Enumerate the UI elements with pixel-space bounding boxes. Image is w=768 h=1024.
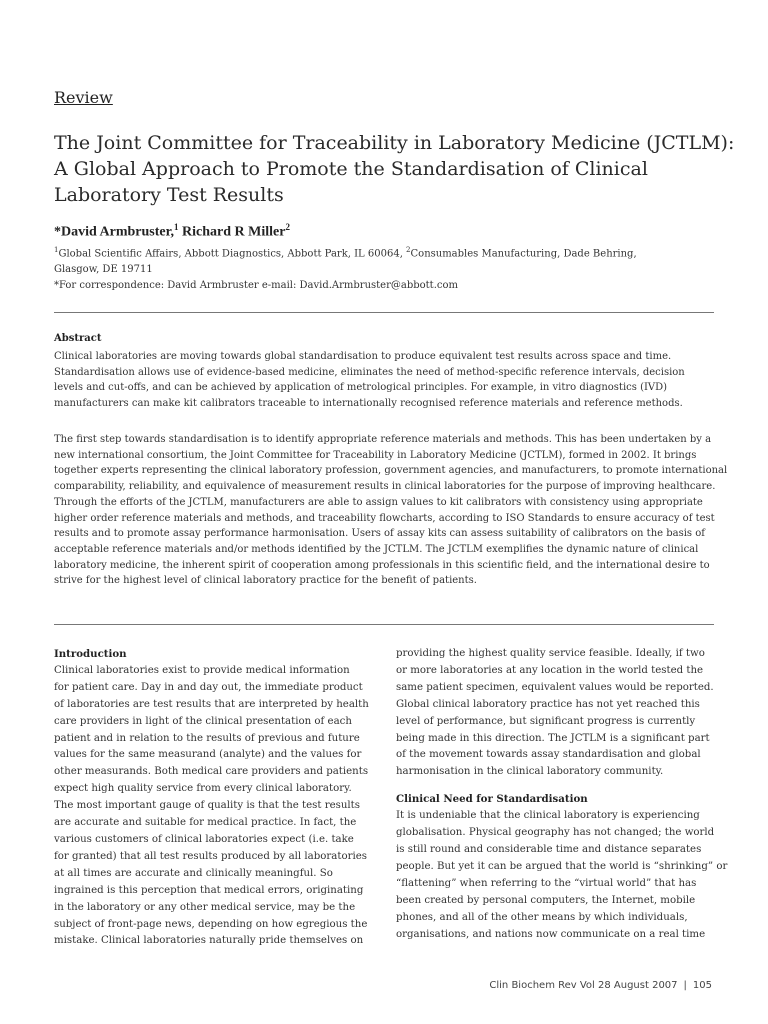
page-number: 105	[692, 980, 712, 991]
text-line: strive for the highest level of clinical laboratory practice for the benefit of patients.	[54, 575, 477, 587]
left-column	[54, 646, 374, 950]
section-heading: Clinical Need for Standardisation	[396, 793, 588, 806]
text-line: “flattening” when referring to the “virtual world” that has	[396, 877, 697, 889]
affiliation-mark: 1	[54, 246, 59, 254]
affiliation-line	[54, 242, 694, 262]
text-line: of laboratories are test results that are interpreted by health	[54, 698, 369, 710]
text-line: manufacturers can make kit calibrators traceable to internationally recognised reference materials and reference methods.	[54, 398, 683, 410]
author-list	[54, 222, 290, 241]
text-line: Through the efforts of the JCTLM, manufacturers are able to assign values to kit calibrators with consistency using appropriate	[54, 496, 703, 508]
affiliation-line: Glasgow, DE 19711	[54, 264, 153, 276]
text-line: are accurate and suitable for medical practice. In fact, the	[54, 817, 357, 829]
text-line: values for the same measurand (analyte) and the values for	[54, 749, 362, 761]
author-name: *David Armbruster,	[54, 224, 175, 240]
affiliation-text: Consumables Manufacturing, Dade Behring,	[410, 248, 637, 260]
spacer	[396, 781, 716, 791]
text-line: harmonisation in the clinical laboratory community.	[396, 766, 664, 778]
text-line: Clinical laboratories are moving towards global standardisation to produce equivalent test results across space and time.	[54, 351, 672, 362]
text-line: patient and in relation to the results of previous and future	[54, 732, 360, 744]
text-line: The first step towards standardisation is to identify appropriate reference materials and methods. This has been undertaken by a	[54, 434, 712, 445]
affiliation-mark: 2	[406, 246, 411, 254]
text-line: Global clinical laboratory practice has not yet reached this	[396, 698, 700, 710]
abstract-paragraph	[54, 432, 728, 589]
text-line: expect high quality service from every clinical laboratory.	[54, 783, 352, 795]
text-line: in the laboratory or any other medical service, may be the	[54, 901, 356, 913]
text-line: levels and cut-offs, and can be achieved by application of metrological principles. For example, in vitro diagnostics (IVD)	[54, 382, 668, 394]
text-line: providing the highest quality service feasible. Ideally, if two	[396, 648, 705, 659]
text-line: mistake. Clinical laboratories naturally pride themselves on	[54, 935, 364, 947]
text-line: or more laboratories at any location in the world tested the	[396, 664, 704, 676]
article-title	[54, 130, 734, 208]
journal-citation: Clin Biochem Rev Vol 28 August 2007	[489, 980, 678, 991]
author-affiliation-mark: 2	[285, 222, 290, 232]
text-line: at all times are accurate and clinically meaningful. So	[54, 867, 333, 879]
text-line: been created by personal computers, the Internet, mobile	[396, 894, 696, 906]
text-line: people. But yet it can be argued that the world is “shrinking” or	[396, 860, 728, 872]
footer-separator: |	[683, 980, 687, 991]
text-line: globalisation. Physical geography has not changed; the world	[396, 827, 715, 839]
author-affiliation-mark: 1	[174, 222, 179, 232]
text-line: phones, and all of the other means by which individuals,	[396, 911, 688, 923]
correspondence-line: *For correspondence: David Armbruster e-mail: David.Armbruster@abbott.com	[54, 280, 458, 292]
text-line: higher order reference materials and methods, and traceability flowcharts, according to ISO Standards to ensure accuracy of test	[54, 512, 715, 524]
page-footer	[489, 980, 712, 991]
text-line: care providers in light of the clinical presentation of each	[54, 715, 352, 727]
text-line: being made in this direction. The JCTLM is a significant part	[396, 732, 710, 744]
affiliation-text: Global Scientific Affairs, Abbott Diagnostics, Abbott Park, IL 60064,	[58, 248, 407, 260]
abstract-heading: Abstract	[54, 333, 102, 344]
text-line: subject of front-page news, depending on how egregious the	[54, 918, 368, 930]
abstract-paragraph	[54, 349, 714, 412]
author-name: Richard R Miller	[178, 224, 286, 240]
text-line: is still round and considerable time and distance separates	[396, 843, 702, 855]
text-line: level of performance, but significant progress is currently	[396, 715, 696, 727]
text-line: comparability, reliability, and equivalence of measurement results in clinical laboratories for the purpose of improving healthcare.	[54, 481, 716, 493]
text-line: various customers of clinical laboratories expect (i.e. take	[54, 833, 354, 845]
divider	[54, 624, 714, 625]
text-line: ingrained is this perception that medical errors, originating	[54, 884, 364, 896]
text-line: The most important gauge of quality is that the test results	[54, 800, 360, 812]
divider	[54, 312, 714, 313]
text-line: It is undeniable that the clinical laboratory is experiencing	[396, 810, 700, 822]
text-line: new international consortium, the Joint Committee for Traceability in Laboratory Medicine (JCTLM), formed in 2002. It brings	[54, 449, 697, 461]
title-line: Laboratory Test Results	[54, 184, 284, 206]
text-line: for granted) that all test results produced by all laboratories	[54, 850, 367, 862]
text-line: together experts representing the clinical laboratory profession, government agencies, and manufacturers, to promote international	[54, 465, 728, 477]
text-line: Standardisation allows use of evidence-based medicine, eliminates the need of method-specific reference intervals, decision	[54, 366, 685, 378]
section-label: Review	[54, 88, 113, 107]
title-line: The Joint Committee for Traceability in Laboratory Medicine (JCTLM):	[54, 132, 735, 154]
text-line: acceptable reference materials and/or methods identified by the JCTLM. The JCTLM exemplifies the dynamic nature of clinical	[54, 543, 699, 555]
text-line: for patient care. Day in and day out, the immediate product	[54, 681, 363, 693]
title-line: A Global Approach to Promote the Standardisation of Clinical	[54, 158, 648, 180]
right-column	[396, 646, 728, 943]
text-line: Clinical laboratories exist to provide medical information	[54, 664, 350, 676]
text-line: laboratory medicine, the inherent spirit of cooperation among professionals in this scientific field, and the international desire to	[54, 559, 710, 571]
text-line: of the movement towards assay standardisation and global	[396, 749, 701, 761]
text-line: results and to promote assay performance harmonisation. Users of assay kits can assess suitability of calibrators on the basis of	[54, 528, 705, 540]
text-line: other measurands. Both medical care providers and patients	[54, 766, 369, 778]
section-heading: Introduction	[54, 648, 127, 660]
text-line: same patient specimen, equivalent values would be reported.	[396, 681, 714, 693]
affiliations	[54, 242, 694, 294]
text-line: organisations, and nations now communicate on a real time	[396, 928, 706, 940]
